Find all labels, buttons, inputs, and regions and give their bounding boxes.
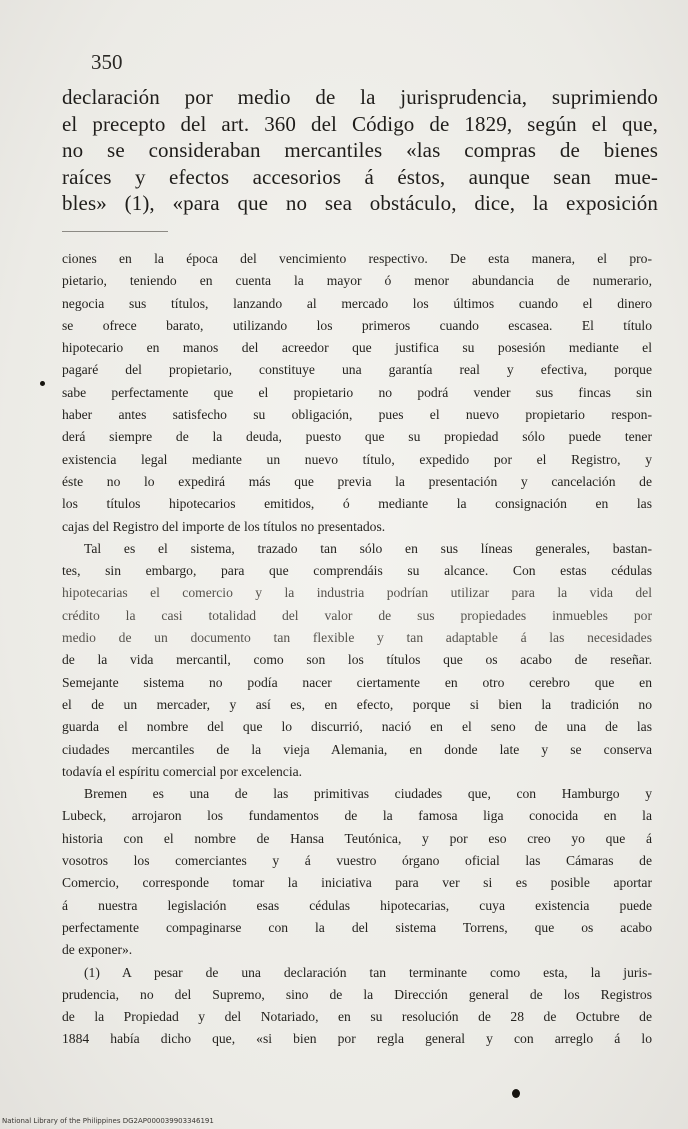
main-line: el precepto del art. 360 del Código de 1829, según el que, [62, 111, 658, 136]
foot-line: Semejante sistema no podía nacer ciertamente en otro cerebro que en [62, 674, 652, 690]
main-paragraph [62, 84, 658, 217]
foot-line: pagaré del propietario, constituye una garantía real y efectiva, porque [62, 362, 652, 378]
main-line: raíces y efectos accesorios á éstos, aunque sean mue- [62, 164, 658, 189]
foot-line: (1) A pesar de una declaración tan terminante como esta, la juris- [84, 964, 652, 980]
foot-line: 1884 había dicho que, «si bien por regla general y con arreglo á lo [62, 1031, 652, 1047]
foot-line: se ofrece barato, utilizando los primeros cuando escasea. El título [62, 317, 652, 333]
foot-line: Comercio, corresponde tomar la iniciativa para ver si es posible aportar [62, 875, 652, 891]
foot-line: cajas del Registro del importe de los títulos no presentados. [62, 518, 386, 534]
foot-line: el de un mercader, y así es, en efecto, porque si bien la tradición no [62, 696, 652, 712]
main-line: declaración por medio de la jurisprudencia, suprimiendo [62, 85, 658, 109]
foot-line: de la vida mercantil, como son los títulos que os acabo de reseñar. [62, 652, 652, 668]
foot-line: éste no lo expedirá más que previa la presentación y cancelación de [62, 473, 652, 489]
foot-line: crédito la casi totalidad del valor de sus propiedades inmuebles por [62, 607, 652, 623]
footnote-divider [62, 231, 168, 232]
foot-line: pietario, teniendo en cuenta la mayor ó menor abundancia de numerario, [62, 273, 652, 289]
foot-line: hipotecarias el comercio y la industria podrían utilizar para la vida del [62, 585, 652, 601]
main-line: bles» (1), «para que no sea obstáculo, dice, la exposición [62, 191, 658, 215]
foot-line: existencia legal mediante un nuevo título, expedido por el Registro, y [62, 451, 652, 467]
main-line: no se consideraban mercantiles «las compras de bienes [62, 138, 658, 162]
ink-speck [40, 381, 45, 386]
foot-line: historia con el nombre de Hansa Teutónica, y por eso creo yo que á [62, 830, 652, 846]
foot-line: haber antes satisfecho su obligación, pues el nuevo propietario respon- [62, 407, 652, 423]
foot-line: hipotecario en manos del acreedor que justifica su posesión mediante el [62, 340, 652, 356]
foot-line: tes, sin embargo, para que comprendáis su alcance. Con estas cédulas [62, 563, 652, 579]
foot-line: Tal es el sistema, trazado tan sólo en sus líneas generales, bastan- [84, 540, 652, 556]
foot-line: negocia sus títulos, lanzando al mercado los últimos cuando el dinero [62, 295, 652, 311]
foot-line: Bremen es una de las primitivas ciudades que, con Hamburgo y [84, 786, 652, 802]
foot-line: de la Propiedad y del Notariado, en su resolución de 28 de Octubre de [62, 1009, 652, 1025]
foot-line: derá siempre de la deuda, puesto que su propiedad sólo puede tener [62, 429, 652, 445]
foot-line: medio de un documento tan flexible y tan adaptable á las necesidades [62, 630, 652, 646]
foot-line: de exponer». [62, 942, 133, 958]
foot-line: guarda el nombre del que lo discurrió, nació en el seno de una de las [62, 719, 652, 735]
foot-line: ciudades mercantiles de la vieja Alemania, en donde late y se conserva [62, 741, 652, 757]
scan-credit: National Library of the Philippines DG2AP000039903346191 [2, 1117, 214, 1125]
foot-line: los títulos hipotecarios emitidos, ó mediante la consignación en las [62, 496, 652, 512]
page-number: 350 [91, 50, 123, 74]
foot-line: prudencia, no del Supremo, sino de la Dirección general de los Registros [62, 986, 652, 1002]
foot-line: sabe perfectamente que el propietario no podrá vender sus fincas sin [62, 384, 652, 400]
footnote-block [62, 248, 652, 1051]
ink-speck [512, 1089, 520, 1098]
foot-line: Lubeck, arrojaron los fundamentos de la famosa liga conocida en la [62, 808, 652, 824]
foot-line: vosotros los comerciantes y á vuestro órgano oficial las Cámaras de [62, 853, 652, 869]
foot-line: á nuestra legislación esas cédulas hipotecarias, cuya existencia puede [62, 897, 652, 913]
foot-line: perfectamente compaginarse con la del sistema Torrens, que os acabo [62, 919, 652, 935]
foot-line: ciones en la época del vencimiento respectivo. De esta manera, el pro- [62, 251, 652, 266]
foot-line: todavía el espíritu comercial por excelencia. [62, 763, 303, 779]
